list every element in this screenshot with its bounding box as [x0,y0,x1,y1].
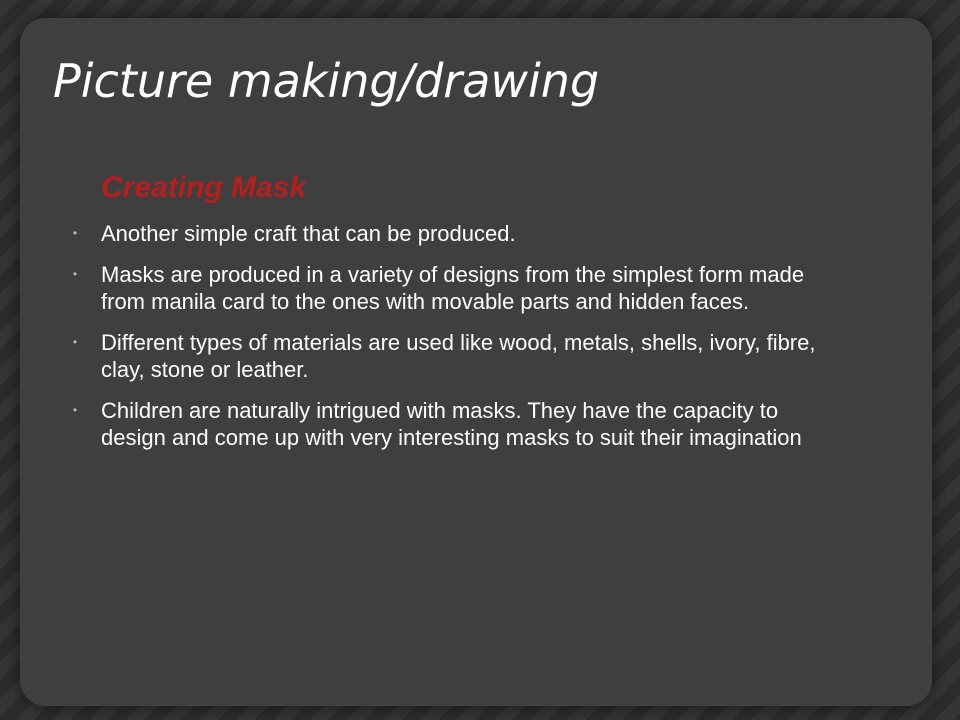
bullet-item [72,261,841,315]
bullet-dot-icon: • [72,403,78,417]
bullet-text: Children are naturally intrigued with masks. They have the capacity to design and come up with very interesting masks to suit their imagination [101,398,802,450]
slide-subtitle: Creating Mask [101,171,307,204]
slide-title: Picture making/drawing [53,54,600,108]
bullet-item [72,329,841,383]
bullet-dot-icon: • [72,226,78,240]
bullet-item [72,397,841,451]
bullet-dot-icon: • [72,335,78,349]
bullet-dot-icon: • [72,267,78,281]
bullet-text: Masks are produced in a variety of designs from the simplest form made from manila card to the ones with movable parts and hidden faces. [101,262,805,314]
bullet-list [72,220,841,465]
bullet-text: Another simple craft that can be produced. [101,221,516,246]
bullet-text: Different types of materials are used like wood, metals, shells, ivory, fibre, clay, stone or leather. [101,330,816,382]
bullet-item [72,220,841,247]
